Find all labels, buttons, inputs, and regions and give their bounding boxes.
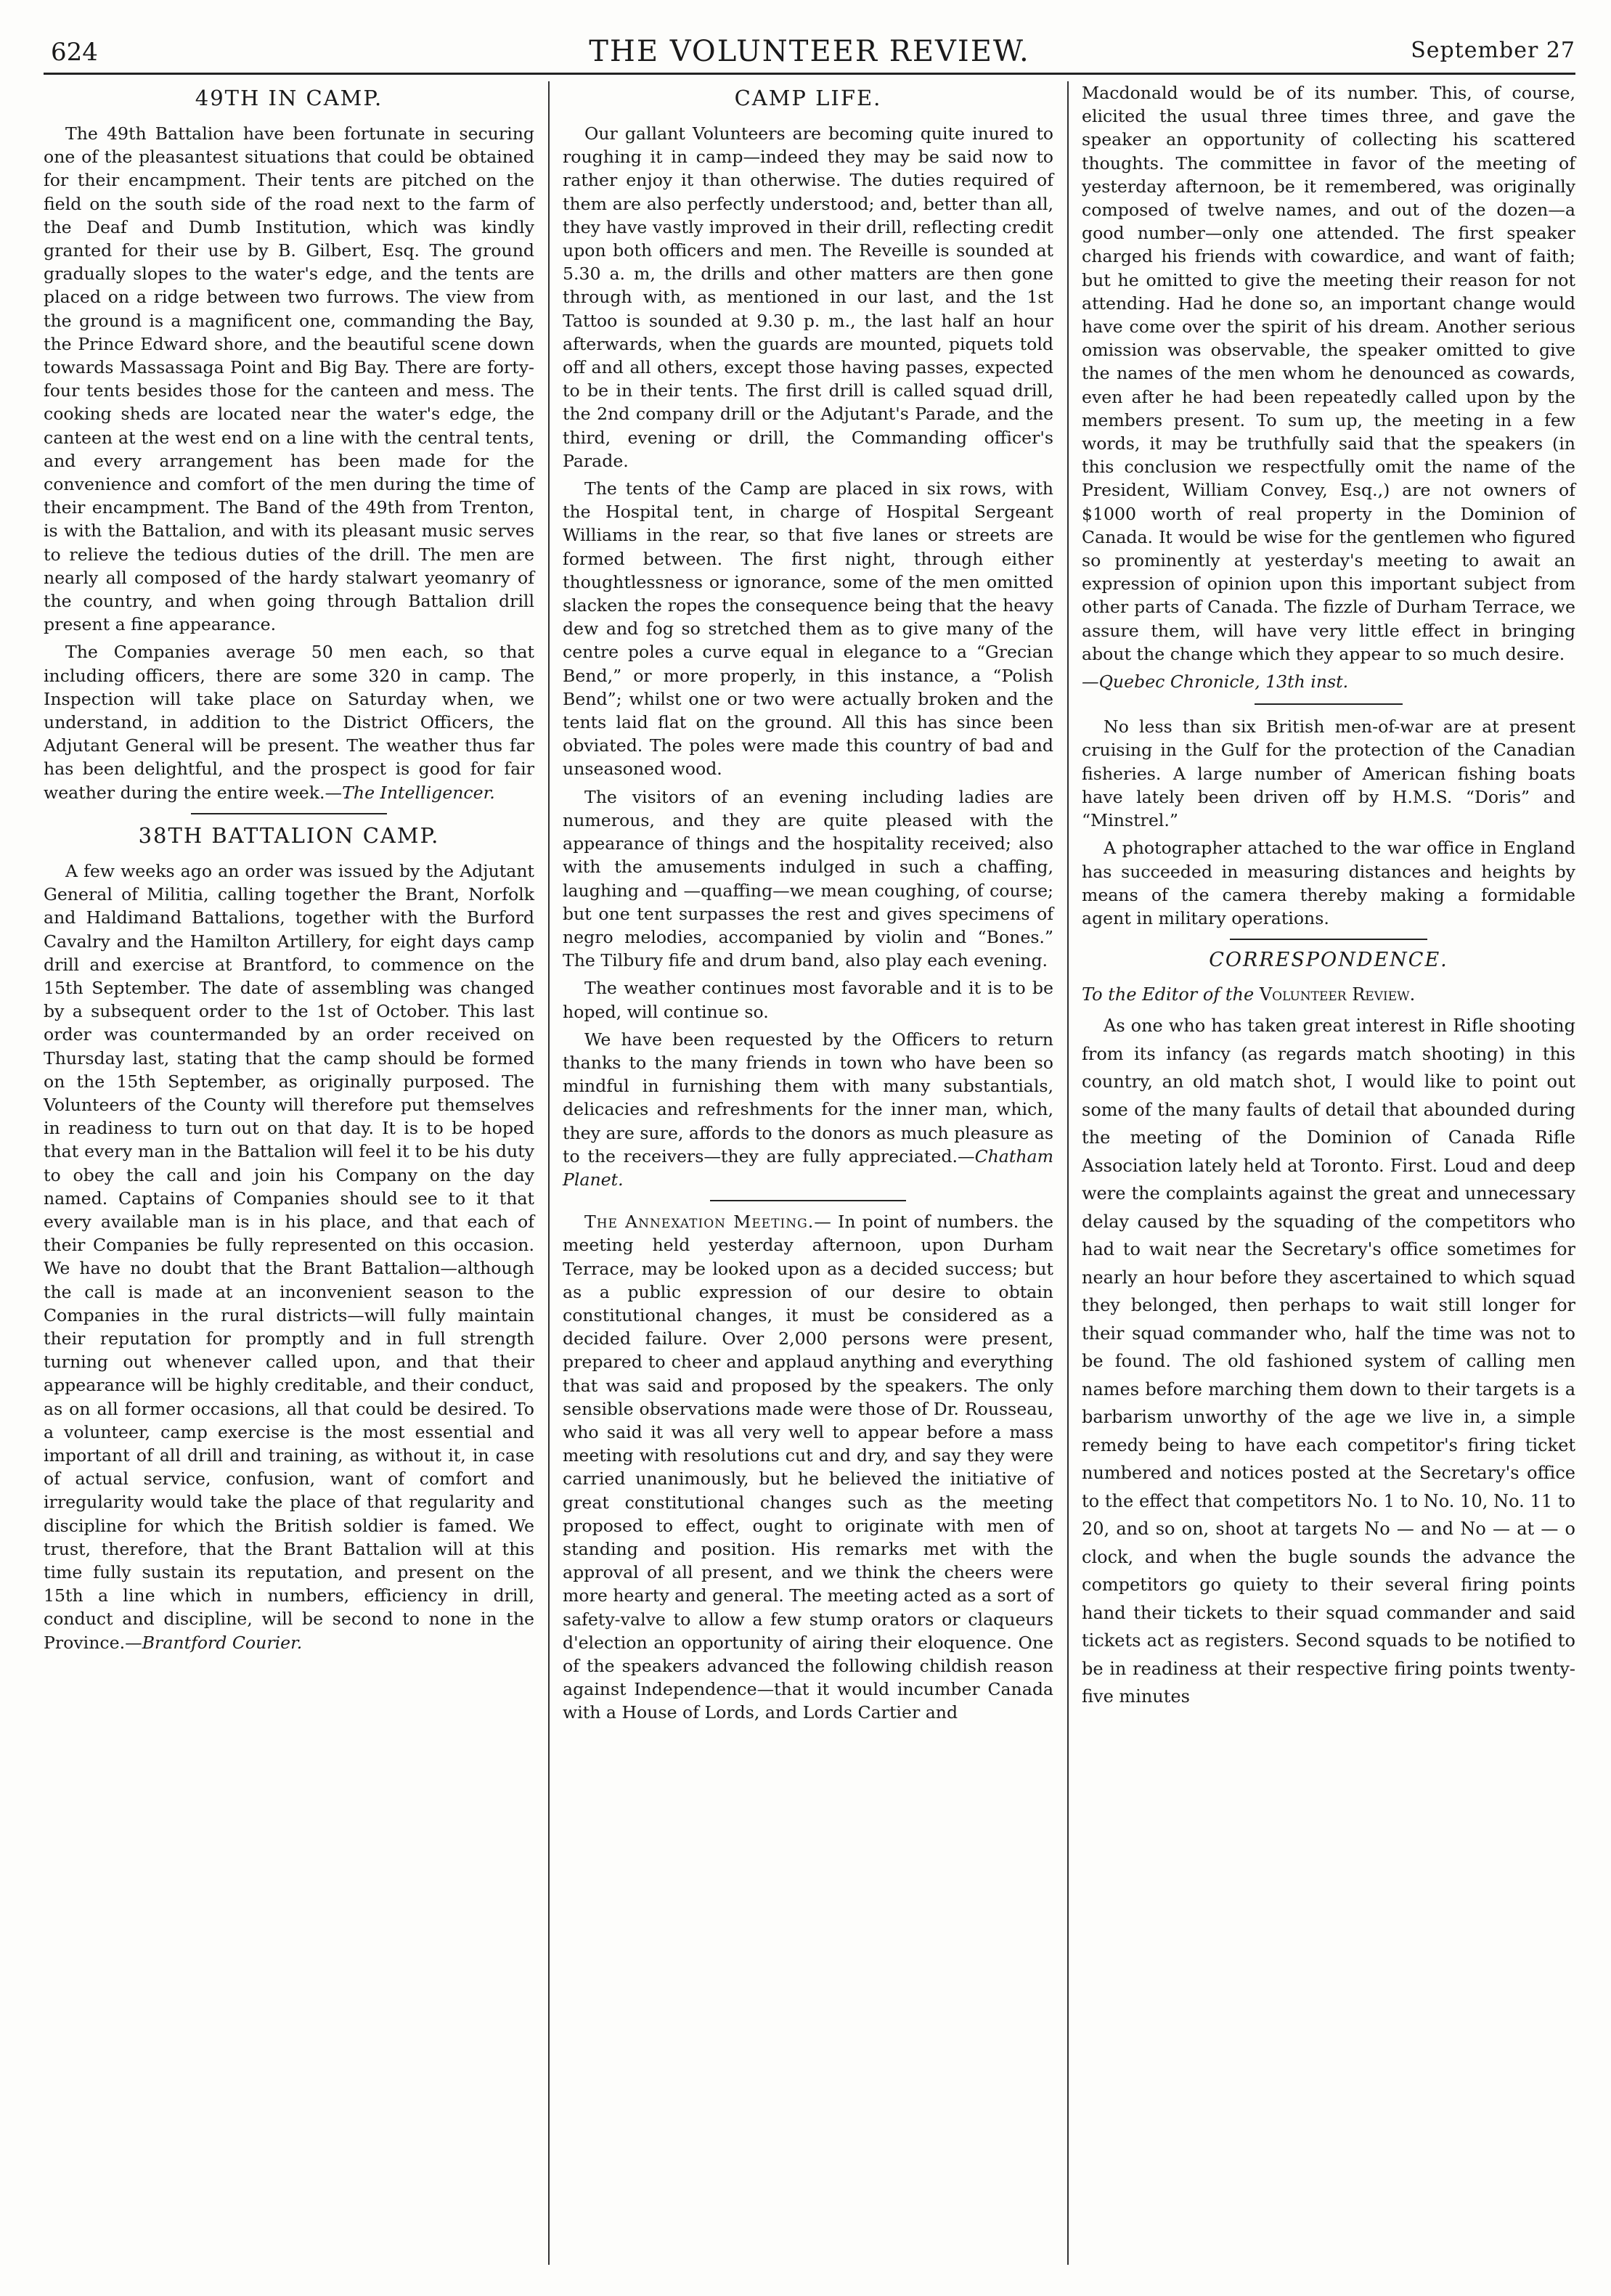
article-separator xyxy=(1230,939,1427,940)
article-title: 49TH IN CAMP. xyxy=(195,86,383,110)
article-separator xyxy=(710,1200,906,1201)
article-source: Chatham Planet. xyxy=(563,1145,1053,1190)
column-3 xyxy=(1082,81,1575,2265)
article-paragraph: The Annexation Meeting.— In point of numbers. the meeting held yesterday afternoon, upon Durham Terrace, may be looked upon as a decided success; but as a public expression of our desire to obtain constitutional changes, it must be considered as a decided failure. Over 2,000 persons were present, prepared to cheer and applaud anything and everything that was said and proposed by the speakers. The only sensible observations made were those of Dr. Rousseau, who said it was all very well to appear before a mass meeting with resolutions cut and dry, and say they were carried unanimously, but he believed the initiative of great constitutional changes such as the meeting proposed to effect, ought to originate with men of standing and position. His remarks met with the approval of all present, and we think the cheers were more hearty and general. The meeting acted as a sort of safety-valve to allow a few stump orators or claqueurs d'election an opportunity of airing their eloquence. One of the speakers advanced the following childish reason against Independence—that it would incumber Canada with a House of Lords, and Lords Cartier and xyxy=(563,1212,1053,1723)
article-paragraph: The Companies average 50 men each, so that including officers, there are some 320 in camp. The Inspection will take place on Saturday when, we understand, in addition to the District Officers, the Adjutant General will be present. The weather thus far has been delightful, and the prospect is good for fair weather during the entire week.—The Intelligencer. xyxy=(44,642,534,803)
article-paragraph: A photographer attached to the war office in England has succeeded in measuring distances and heights by means of the camera thereby making a formidable agent in military operations. xyxy=(1082,838,1575,928)
article-paragraph: Our gallant Volunteers are becoming quite inured to roughing it in camp—indeed they may be said now to rather enjoy it than otherwise. The duties required of them are also perfectly understood; and, better than all, they have vastly improved in their drill, reflecting credit upon both officers and men. The Reveille is sounded at 5.30 a. m, the drills and other matters are then gone through with, as mentioned in our last, and the 1st Tattoo is sounded at 9.30 p. m., the last half an hour afterwards, when the guards are mounted, piquets told off and all others, except those having passes, expected to be in their tents. The first drill is called squad drill, the 2nd company drill or the Adjutant's Parade, and the third, evening or drill, the Commanding officer's Parade. xyxy=(563,123,1053,471)
article-paragraph: No less than six British men-of-war are at present cruising in the Gulf for the protection of the Canadian fisheries. A large number of American fishing boats have lately been driven off by H.M.S. “Doris” and “Minstrel.” xyxy=(1082,716,1575,831)
letter-salutation: To the Editor of the Volunteer Review. xyxy=(1082,984,1416,1005)
issue-date: September 27 xyxy=(1411,38,1575,63)
article-paragraph: Macdonald would be of its number. This, of course, elicited the usual three times three, and gave the speaker an opportunity of collecting his scattered thoughts. The committee in favor of the meeting of yesterday afternoon, be it remembered, was originally composed of twelve names, and out of the dozen—a good number—only one attended. The first speaker charged his friends with cowardice, and want of faith; but he omitted to give the meeting their reason for not attending. Had he done so, an important change would have come over the spirit of his dream. Another serious omission was observable, the speaker omitted to give the names of the men whom he denounced as cowards, even after he had been repeatedly called upon by the members present. To sum up, the meeting in a few words, it may be truthfully said that the speakers (in this conclusion we respectfully omit the name of the President, William Convey, Esq.,) are not owners of $1000 worth of real property in the Dominion of Canada. It would be wise for the gentlemen who figured so prominently at yesterday's meeting to await an expression of opinion upon this important subject from other parts of Canada. The fizzle of Durham Terrace, we assure them, will have very little effect in bringing about the change which they appear to so much desire. xyxy=(1082,83,1575,664)
article-source: The Intelligencer. xyxy=(342,782,495,803)
masthead-title: THE VOLUNTEER REVIEW. xyxy=(589,35,1030,68)
article-paragraph: We have been requested by the Officers to return thanks to the many friends in town who have been so mindful in furnishing them with many substantials, delicacies and refreshments for the inner man, which, they are sure, affords to the donors as much pleasure as to the receivers—they are fully appreciated.—Chatham Planet. xyxy=(563,1029,1053,1190)
article-separator xyxy=(191,813,387,814)
article-title: 38TH BATTALION CAMP. xyxy=(138,822,440,848)
article-title: CAMP LIFE. xyxy=(734,86,882,110)
article-source: Brantford Courier. xyxy=(142,1632,303,1653)
article-paragraph: A few weeks ago an order was issued by the Adjutant General of Militia, calling together the Brant, Norfolk and Haldimand Battalions, together with the Burford Cavalry and the Hamilton Artillery, for eight days camp drill and exercise at Brantford, to commence on the 15th September. The date of assembling was changed by a subsequent order to the 1st of October. This last order was countermanded by an order received on Thursday last, stating that the camp should be formed on the 15th September, as originally purposed. The Volunteers of the County will therefore put themselves in readiness to turn out on that day. It is to be hoped that every man in the Battalion will feel it to be his duty to obey the call and join his Company on the day named. Captains of Companies should see to it that every available man is in his place, and that each of their Companies be fully represented on this occasion. We have no doubt that the Brant Battalion—although the call is made at an inconvenient season to the Companies in the rural districts—will fully maintain their reputation for promptly and in full strength turning out whenever called upon, and that their appearance will be highly creditable, and their conduct, as on all former occasions, all that could be desired. To a volunteer, camp exercise is the most essential and important of all drill and training, as without it, in case of actual service, confusion, want of comfort and irregularity would take the place of that regularity and discipline for which the British soldier is famed. We trust, therefore, that the Brant Battalion will at this time fully sustain its reputation, and present on the 15th a line which in numbers, efficiency in drill, conduct and discipline, will be second to none in the Province.—Brantford Courier. xyxy=(44,860,534,1653)
section-title: CORRESPONDENCE. xyxy=(1209,949,1448,972)
newspaper-page xyxy=(44,29,1575,2265)
column-rule xyxy=(548,81,550,2265)
column-1 xyxy=(44,81,534,2265)
page-number: 624 xyxy=(51,38,98,67)
letter-paragraph: As one who has taken great interest in Rifle shooting from its infancy (as regards match shooting) in this country, an old match shot, I would like to point out some of the many faults of detail that abounded during the meeting of the Dominion of Canada Rifle Association lately held at Toronto. First. Loud and deep were the complaints against the great and unnecessary delay caused by the squading of the competitors who had to wait near the Secretary's office sometimes for nearly an hour before they ascertained to which squad they belonged, then perhaps to wait still longer for their squad commander who, half the time was not to be found. The old fashioned system of calling men names before marching them down to their targets is a barbarism unworthy of the age we live in, a simple remedy being to have each competitor's firing ticket numbered and notices posted at the Secretary's office to the effect that competitors No. 1 to No. 10, No. 11 to 20, and so on, shoot at targets No — and No — at — o clock, and when the bugle sounds the advance the competitors go quiety to their several firing points hand their tickets to their squad commander and said tickets act as registers. Second squads to be notified to be in readiness at their respective firing points twenty-five minutes xyxy=(1082,1016,1575,1707)
column-rule xyxy=(1067,81,1069,2265)
column-2 xyxy=(563,81,1053,2265)
article-separator xyxy=(1255,703,1403,705)
article-source: —Quebec Chronicle, 13th inst. xyxy=(1082,671,1349,693)
article-paragraph: The visitors of an evening including ladies are numerous, and they are quite pleased with the appearance of things and the hospitality received; also with the amusements indulged in such a chaffing, laughing and —quaffing—we mean coughing, of course; but one tent surpasses the rest and gives specimens of negro melodies, accompanied by violin and “Bones.” The Tilbury fife and drum band, also play each evening. xyxy=(563,786,1053,971)
article-paragraph: The weather continues most favorable and it is to be hoped, will continue so. xyxy=(563,978,1053,1022)
page-header xyxy=(44,29,1575,75)
article-paragraph: The tents of the Camp are placed in six rows, with the Hospital tent, in charge of Hospital Sergeant Williams in the rear, so that five lanes or streets are formed between. The first night, through either thoughtlessness or ignorance, some of the men omitted slacken the ropes the consequence being that the heavy dew and fog so stretched them as to give many of the centre poles a curve equal in elegance to a “Grecian Bend,” or more properly, in this instance, a “Polish Bend”; whilst one or two were actually broken and the tents laid flat on the ground. All this has since been obviated. The poles were made this country of bad and unseasoned wood. xyxy=(563,478,1053,780)
article-lead: The Annexation Meeting. xyxy=(584,1212,815,1233)
article-paragraph: The 49th Battalion have been fortunate in securing one of the pleasantest situations that could be obtained for their encampment. Their tents are pitched on the field on the south side of the road next to the farm of the Deaf and Dumb Institution, which was kindly granted for their use by B. Gilbert, Esq. The ground gradually slopes to the water's edge, and the tents are placed on a ridge between two furrows. The view from the ground is a magnificent one, commanding the Bay, the Prince Edward shore, and the beautiful scene down towards Massassaga Point and Big Bay. There are forty-four tents besides those for the canteen and mess. The cooking sheds are located near the water's edge, the canteen at the west end on a line with the central tents, and every arrangement has been made for the convenience and comfort of the men during the time of their encampment. The Band of the 49th from Trenton, is with the Battalion, and with its pleasant music serves to relieve the tedious duties of the drill. The men are nearly all composed of the hardy stalwart yeomanry of the country, and when going through Battalion drill present a fine appearance. xyxy=(44,123,534,635)
